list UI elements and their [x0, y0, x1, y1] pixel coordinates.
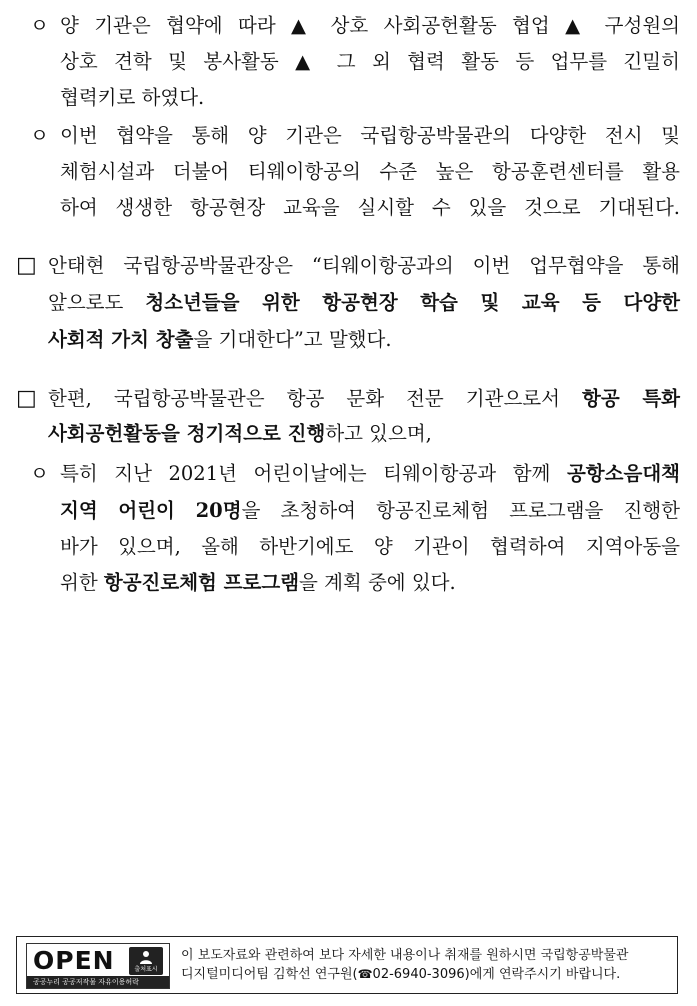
square-marker: □: [16, 386, 37, 411]
square-marker: □: [16, 253, 37, 278]
bold-phrase: 항공 특화: [582, 387, 681, 410]
attribution-badge: 출처표시: [129, 947, 163, 975]
contact-line-1: 이 보도자료와 관련하여 보다 자세한 내용이나 취재를 원하시면 국립항공박물관: [181, 948, 629, 963]
text-line: 지역 어린이 20명을 초청하여 항공진로체험 프로그램을 진행한: [60, 499, 680, 522]
text-line: 하여 생생한 항공현장 교육을 실시할 수 있을 것으로 기대된다.: [60, 196, 680, 219]
text-line: 협력키로 하였다.: [60, 86, 205, 109]
text-line: 위한 항공진로체험 프로그램을 계획 중에 있다.: [60, 571, 456, 594]
circle-marker: ㅇ: [30, 124, 49, 147]
text-line: 양 기관은 협약에 따라 ▲ 상호 사회공헌활동 협업 ▲ 구성원의: [60, 14, 680, 37]
text-line: 앞으로도 청소년들을 위한 항공현장 학습 및 교육 등 다양한: [48, 291, 681, 314]
bold-phrase: 청소년들을 위한 항공현장 학습 및 교육 등 다양한: [145, 291, 681, 314]
telephone-icon: ☎: [357, 967, 373, 981]
contact-footer-box: [16, 936, 678, 994]
circle-marker: ㅇ: [30, 462, 49, 485]
person-icon: [138, 950, 154, 964]
text-line: 체험시설과 더불어 티웨이항공의 수준 높은 항공훈련센터를 활용: [60, 160, 680, 183]
text-line: 바가 있으며, 올해 하반기에도 양 기관이 협력하여 지역아동을: [60, 535, 680, 558]
bold-phrase: 사회적 가치 창출: [48, 328, 194, 351]
text-line: 사회공헌활동을 정기적으로 진행하고 있으며,: [48, 422, 432, 445]
text-line: 상호 견학 및 봉사활동 ▲ 그 외 협력 활동 등 업무를 긴밀히: [60, 50, 680, 73]
kogl-open-license-logo: [26, 943, 170, 989]
bold-phrase: 공항소음대책: [566, 462, 680, 485]
bold-phrase: 사회공헌활동을 정기적으로 진행: [48, 422, 326, 445]
bold-phrase: 항공진로체험 프로그램: [103, 571, 300, 594]
text-line: 사회적 가치 창출을 기대한다”고 말했다.: [48, 328, 392, 351]
open-logo-word: OPEN: [33, 946, 115, 975]
bold-phrase: 지역 어린이 20명: [60, 499, 242, 522]
circle-marker: ㅇ: [30, 14, 49, 37]
contact-text: [181, 946, 673, 984]
text-line: 안태현 국립항공박물관장은 “티웨이항공과의 이번 업무협약을 통해: [48, 254, 680, 277]
text-line: 이번 협약을 통해 양 기관은 국립항공박물관의 다양한 전시 및: [60, 124, 680, 147]
logo-caption-bar: 공공누리 공공저작물 자유이용허락: [27, 976, 169, 988]
phone-number: 02-6940-3096: [372, 967, 465, 982]
contact-line-2: 디지털미디어팀 김학선 연구원(☎02-6940-3096)에게 연락주시기 바랍니다.: [181, 967, 621, 982]
text-line: 특히 지난 2021년 어린이날에는 티웨이항공과 함께 공항소음대책: [60, 462, 680, 485]
text-line: 한편, 국립항공박물관은 항공 문화 전문 기관으로서 항공 특화: [48, 387, 681, 410]
